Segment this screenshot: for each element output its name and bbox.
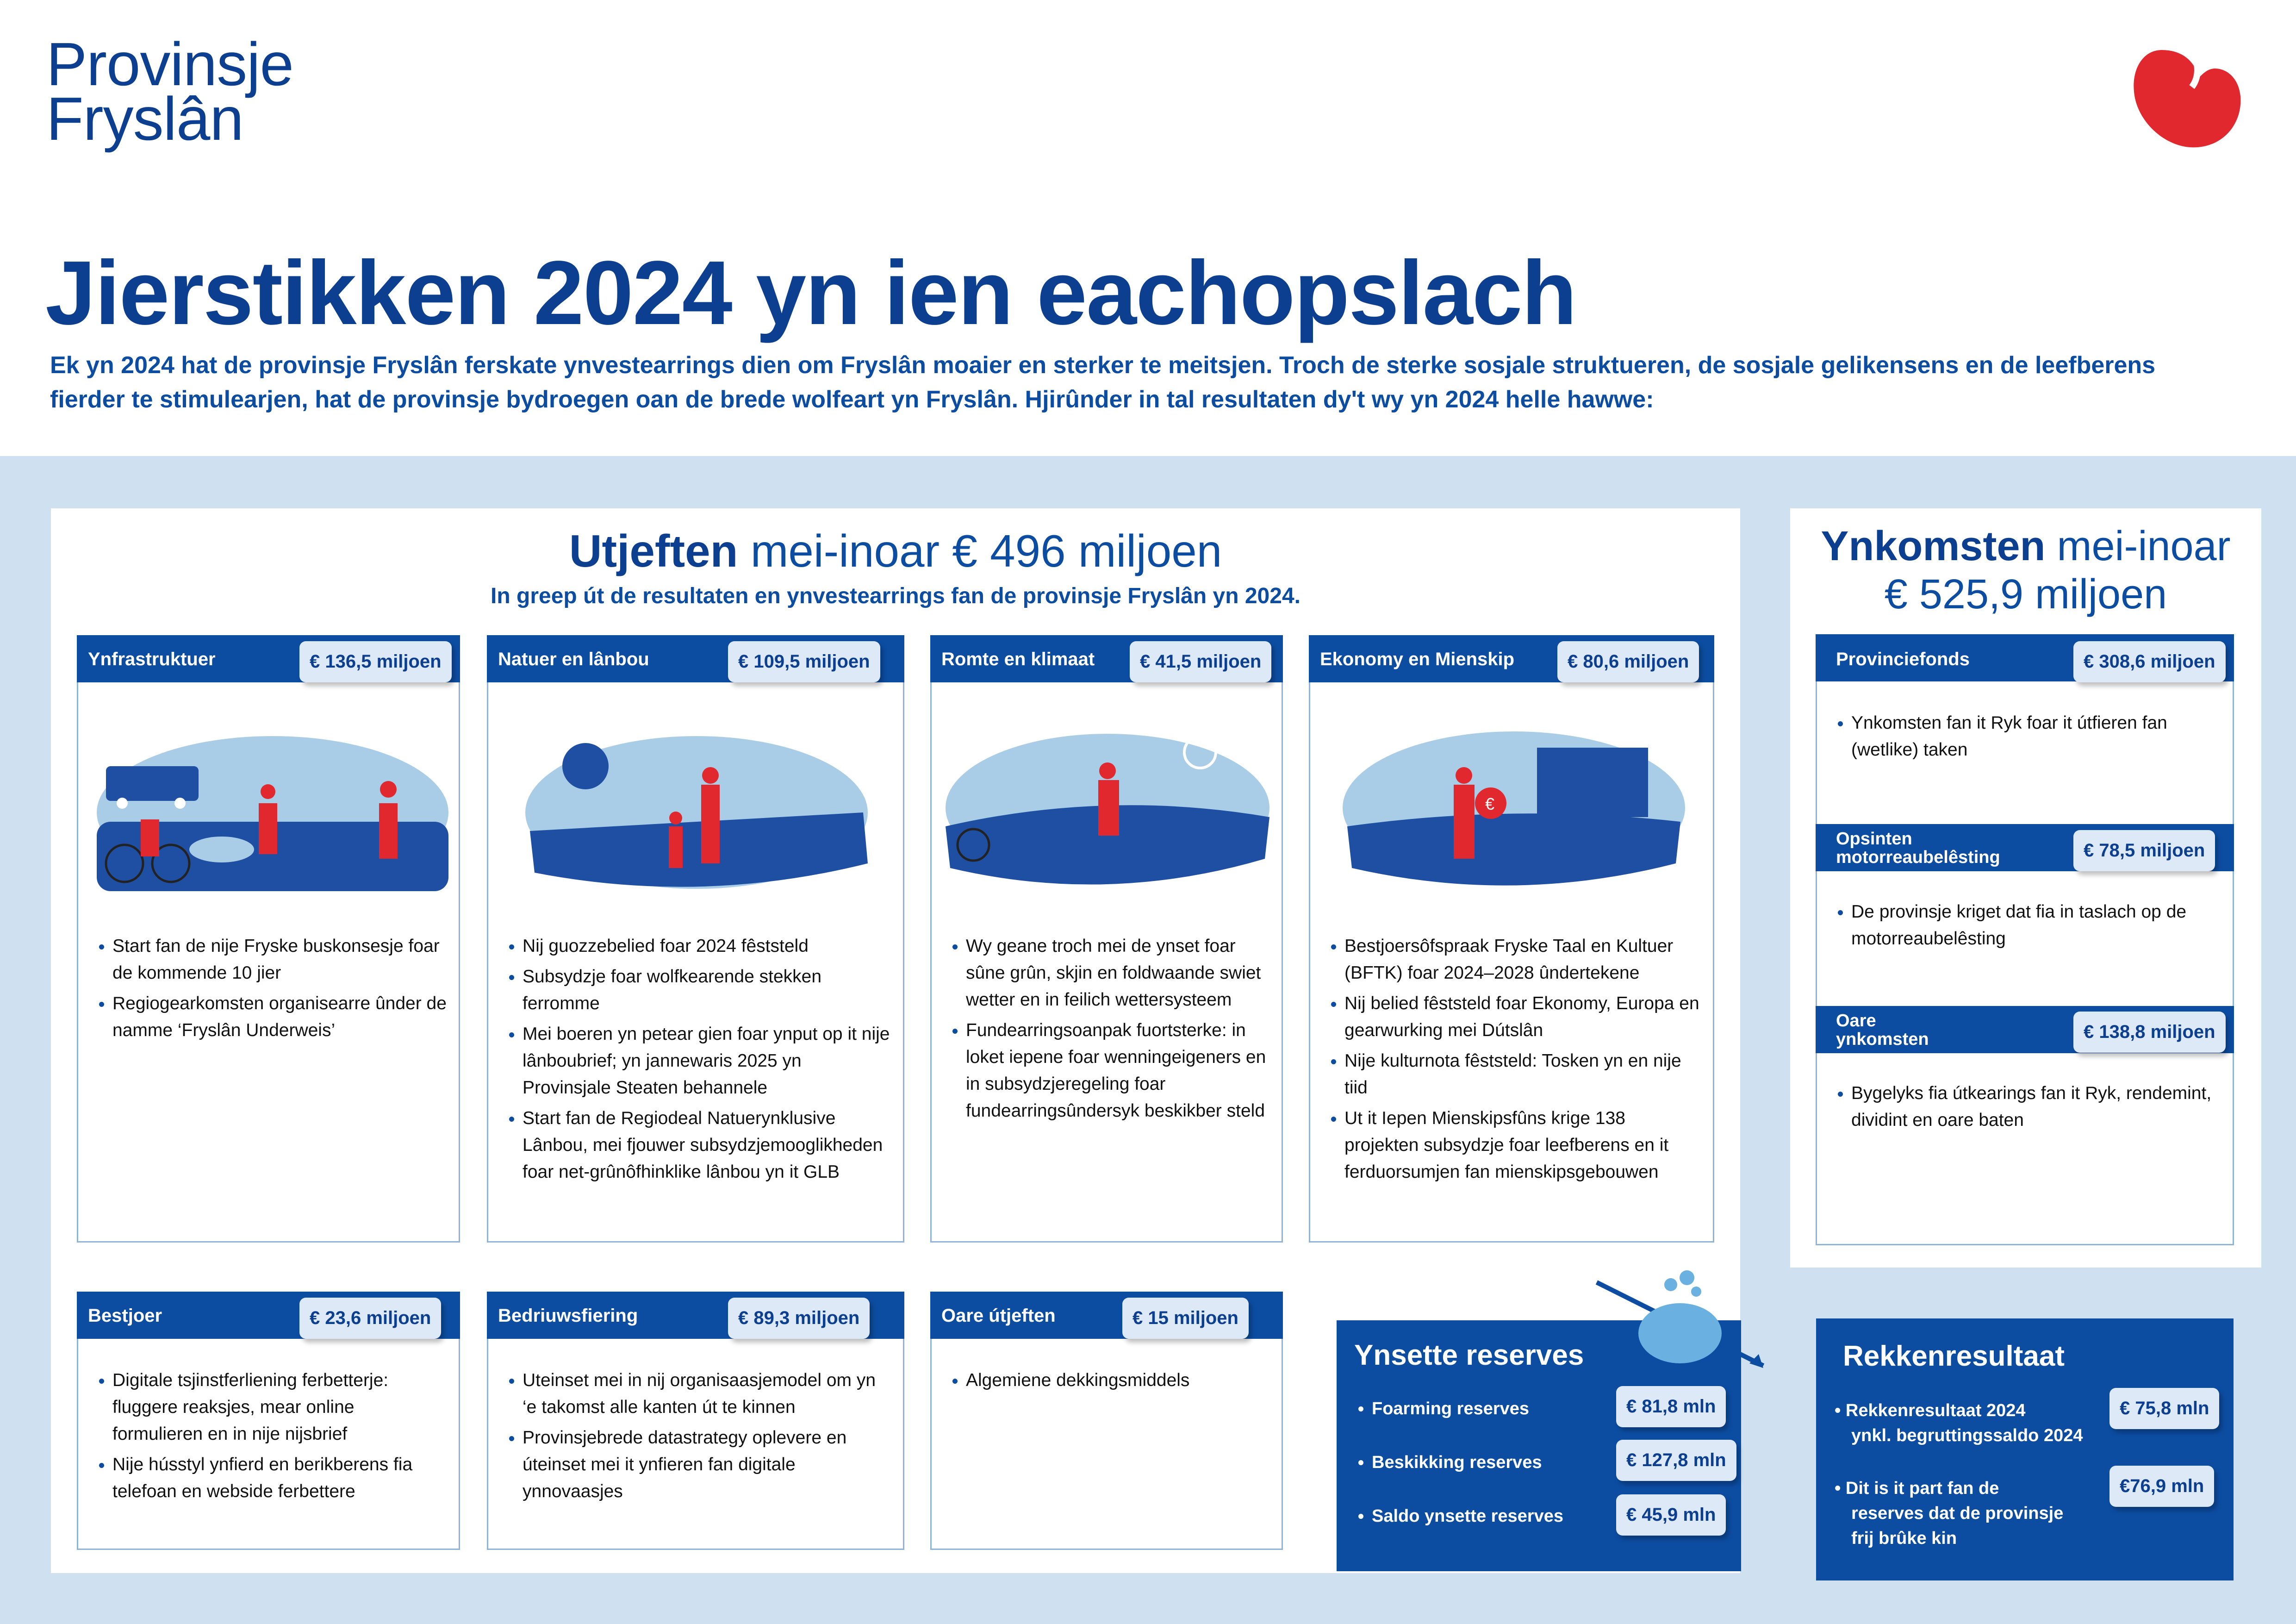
card-bullets [1324, 933, 1704, 1189]
bullet-item: • Uteinset mei in nij organisaasjemodel om yn ‘e takomst alle kanten út te kinnen [523, 1367, 894, 1421]
amount-badge: € 45,9 mln [1616, 1494, 1726, 1536]
amount-badge: € 89,3 miljoen [728, 1298, 870, 1339]
card-bullets [92, 933, 449, 1048]
result-row-label [1835, 1398, 2083, 1448]
heart-logo-icon [2129, 41, 2245, 152]
reserves-row-label: • Foarming reserves [1372, 1395, 1622, 1422]
amount-badge: € 41,5 miljoen [1130, 641, 1271, 682]
logo [46, 30, 293, 153]
card-bestjoer [77, 1292, 460, 1550]
card-bullets [502, 1367, 894, 1509]
card-bullets [946, 933, 1272, 1128]
result-label-line: reserves dat de provinsje [1851, 1504, 2064, 1523]
card-bullets [502, 933, 894, 1189]
reserves-list [1355, 1395, 1622, 1530]
income-section-title-line: Opsinten [1836, 829, 1912, 849]
bullet-item: • Ut it Iepen Mienskipsfûns krige 138 projekten subsydzje foar leefberens en it ferduorsumjen fan mienskipsgebouwen [1344, 1105, 1704, 1186]
bullet-item: • Nije hússtyl ynfierd en berikberens fia telefoan en webside ferbettere [112, 1451, 449, 1505]
card-bullets [92, 1367, 449, 1509]
reserves-title: Ynsette reserves [1354, 1339, 1584, 1371]
income-bullets [1831, 1080, 2223, 1137]
amount-badge: € 15 miljoen [1122, 1298, 1249, 1339]
amount-badge: € 81,8 mln [1616, 1386, 1726, 1427]
bullet-item: • Bestjoersôfspraak Fryske Taal en Kultuer (BFTK) foar 2024–2028 ûndertekene [1344, 933, 1704, 987]
income-section-title-line: Oare [1836, 1011, 1876, 1031]
climate-illustration [941, 711, 1274, 905]
income-panel [1790, 508, 2261, 1268]
bullet-item: • Algemiene dekkingsmiddels [966, 1367, 1272, 1394]
bullet-item: • Nij belied fêststeld foar Ekonomy, Europa en gearwurking mei Dútslân [1344, 990, 1704, 1044]
result-label-line: frij brûke kin [1851, 1529, 1957, 1548]
income-section-title-line: motorreaubelêsting [1836, 848, 2000, 867]
amount-badge: € 78,5 miljoen [2073, 830, 2215, 871]
bullet-item: • Provinsjebrede datastrategy oplevere en úteinset mei it ynfieren fan digitale ynnovaasjes [523, 1424, 894, 1505]
bullet-item: • Nije kulturnota fêststeld: Tosken yn en nije tiid [1344, 1048, 1704, 1101]
card-natuer-en-lanbou [487, 635, 904, 1243]
card-ynfrastruktuer [77, 635, 460, 1243]
result-label-text: Rekkenresultaat 2024 [1845, 1401, 2026, 1420]
income-bullets [1831, 710, 2223, 767]
card-ekonomy-en-mienskip [1309, 635, 1714, 1243]
income-section-title [1836, 1012, 1929, 1049]
card-title: Bedriuwsfiering [498, 1305, 638, 1326]
result-block [1816, 1318, 2234, 1580]
bullet-item: • Nij guozzebelied foar 2024 fêststeld [523, 933, 894, 960]
amount-badge: € 109,5 miljoen [728, 641, 880, 682]
reserves-row-label: • Saldo ynsette reserves [1372, 1503, 1622, 1530]
svg-text:€: € [1485, 794, 1495, 813]
amount-badge: € 23,6 miljoen [299, 1298, 441, 1339]
income-heading-rest: mei-inoar [2045, 523, 2231, 569]
piggy-bank-icon [1587, 1264, 1773, 1370]
economy-illustration [1338, 711, 1690, 905]
card-title: Ekonomy en Mienskip [1320, 649, 1515, 669]
bullet-item: • Start fan de nije Fryske buskonsesje foar de kommende 10 jier [112, 933, 449, 987]
amount-badge: € 138,8 miljoen [2073, 1012, 2226, 1053]
card-title: Bestjoer [88, 1305, 162, 1326]
expenses-heading-rest: mei-inoar € 496 miljoen [738, 525, 1222, 576]
income-section-title-line: ynkomsten [1836, 1030, 1929, 1049]
amount-badge: € 75,8 mln [2109, 1388, 2219, 1429]
income-section-title [1836, 830, 2000, 867]
amount-badge: € 80,6 miljoen [1557, 641, 1699, 682]
card-oare-utjeften [930, 1292, 1283, 1550]
expenses-heading [51, 525, 1740, 577]
result-label-line: • Rekkenresultaat 2024 [1835, 1401, 2026, 1420]
expenses-subtitle: In greep út de resultaten en ynvestearrings fan de provinsje Fryslân yn 2024. [491, 584, 1300, 608]
result-label-line: ynkl. begruttingssaldo 2024 [1851, 1426, 2083, 1445]
expenses-heading-bold: Utjeften [569, 525, 738, 576]
bullet-item: • Subsydzje foar wolfkearende stekken ferromme [523, 963, 894, 1017]
card-title: Natuer en lânbou [498, 649, 649, 669]
bullet-item: • Ynkomsten fan it Ryk foar it útfieren fan (wetlike) taken [1851, 710, 2223, 763]
income-section-title: Provinciefonds [1836, 649, 1970, 669]
income-bullets [1831, 899, 2223, 956]
income-heading-amount: € 525,9 miljoen [1884, 571, 2167, 618]
amount-badge: €76,9 mln [2109, 1466, 2214, 1507]
income-heading-bold: Ynkomsten [1821, 523, 2046, 569]
page-title: Jierstikken 2024 yn ien eachopslach [45, 242, 1576, 344]
infrastructure-illustration [87, 711, 453, 905]
card-bedriuwsfiering [487, 1292, 904, 1550]
intro-text: Ek yn 2024 hat de provinsje Fryslân ferskate ynvestearrings dien om Fryslân moaier en sterker te meitsjen. Troch de sterke sosjale struktueren, de sosjale gelikensens en de leefberens fierder te stimulearjen, hat de provinsje bydroegen oan de brede wolfeart yn Fryslân. Hjirûnder in tal resultaten dy't wy yn 2024 helle hawwe: [50, 352, 2156, 413]
bullet-item: • De provinsje kriget dat fia in taslach op de motorreaubelêsting [1851, 899, 2223, 952]
card-romte-en-klimaat [930, 635, 1283, 1243]
reserves-row-label: • Beskikking reserves [1372, 1449, 1622, 1476]
card-title: Ynfrastruktuer [88, 649, 216, 669]
result-title: Rekkenresultaat [1843, 1340, 2065, 1372]
bullet-item: • Start fan de Regiodeal Natuerynklusive Lânbou, mei fjouwer subsydzjemooglikheden foar net-grûnôfhinklike lânbou yn it GLB [523, 1105, 894, 1186]
bullet-item: • Regiogearkomsten organisearre ûnder de namme ‘Fryslân Underweis’ [112, 990, 449, 1044]
nature-illustration [516, 711, 877, 905]
amount-badge: € 127,8 mln [1616, 1440, 1736, 1481]
bullet-item: • Bygelyks fia útkearings fan it Ryk, rendemint, dividint en oare baten [1851, 1080, 2223, 1134]
card-bullets [946, 1367, 1272, 1398]
income-heading [1790, 522, 2261, 618]
amount-badge: € 308,6 miljoen [2073, 641, 2226, 682]
result-label-text: Dit is it part fan de [1845, 1479, 1999, 1498]
bullet-item: • Fundearringsoanpak fuortsterke: in loket iepene foar wenningeigeners en in subsydzjeregeling foar fundearringsûndersyk beskikber steld [966, 1017, 1272, 1124]
income-card [1816, 634, 2234, 1245]
amount-badge: € 136,5 miljoen [299, 641, 452, 682]
bullet-item: • Digitale tsjinstferliening ferbetterje: fluggere reaksjes, mear online formulieren en in nije nijsbrief [112, 1367, 449, 1448]
logo-line1: Provinsje [46, 30, 293, 98]
bullet-item: • Mei boeren yn petear gien foar ynput op it nije lânboubrief; yn jannewaris 2025 yn Provinsjale Steaten behannele [523, 1021, 894, 1101]
bullet-item: • Wy geane troch mei de ynset foar sûne grûn, skjin en foldwaande swiet wetter en in feilich wettersysteem [966, 933, 1272, 1013]
card-title: Romte en klimaat [941, 649, 1095, 669]
result-row-label [1835, 1476, 2063, 1551]
result-label-line: • Dit is it part fan de [1835, 1479, 1999, 1498]
card-title: Oare útjeften [941, 1305, 1056, 1326]
logo-line2: Fryslân [46, 85, 243, 153]
